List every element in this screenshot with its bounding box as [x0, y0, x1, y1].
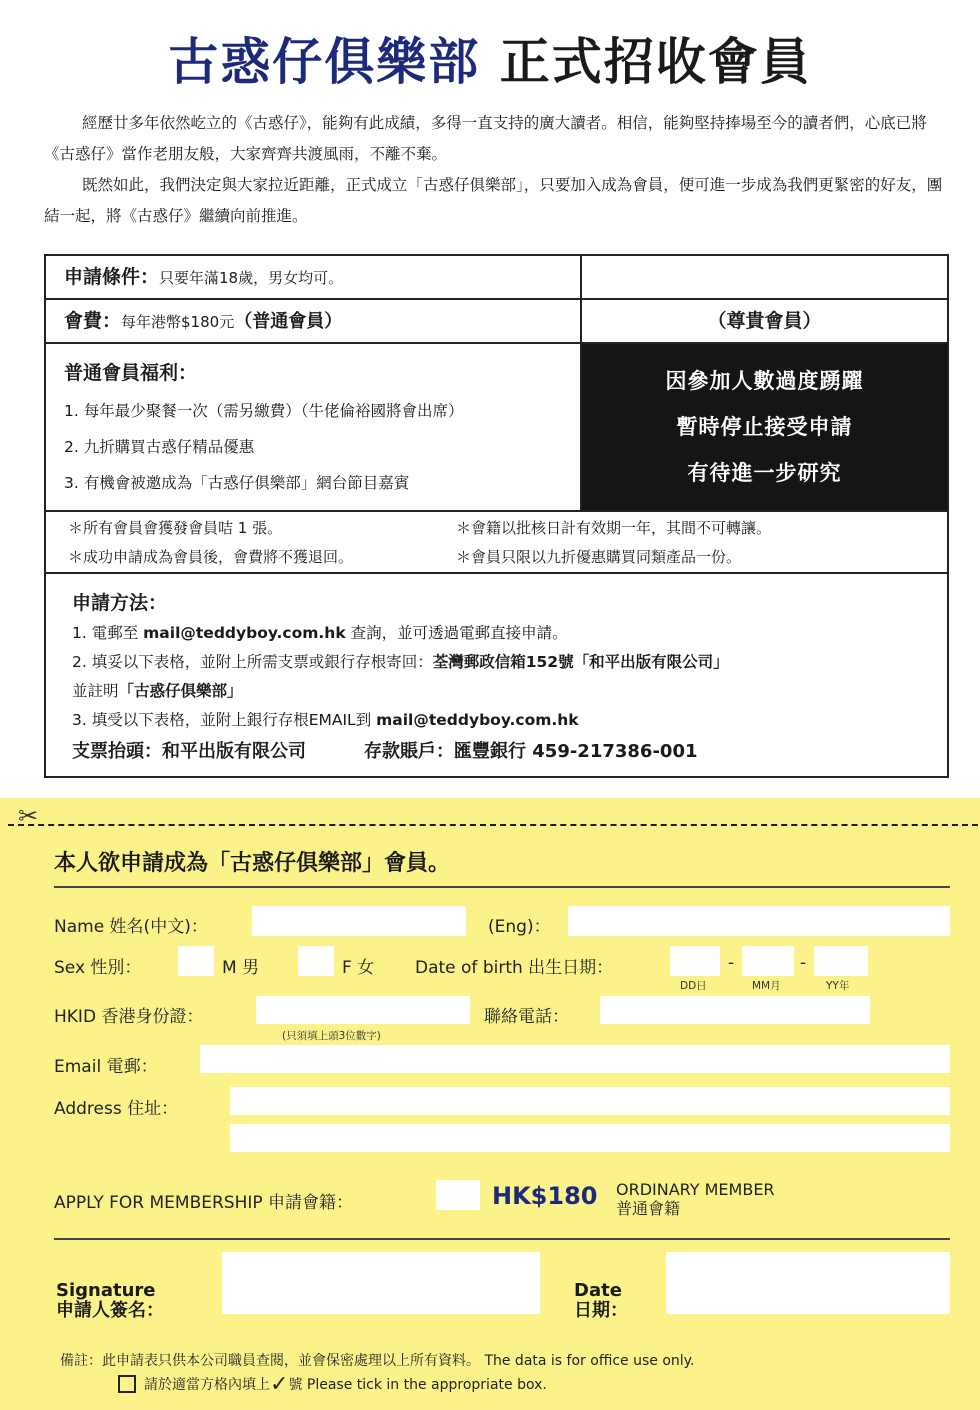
conditions-row: [44, 254, 949, 300]
date-label-zh: 日期：: [574, 1300, 628, 1321]
divider: [54, 886, 950, 888]
dob-separator: -: [728, 953, 735, 973]
notes-row: [44, 510, 949, 574]
name-eng-field[interactable]: [568, 906, 950, 936]
note-item: ＊會籍以批核日計有效期一年，其間不可轉讓。: [456, 519, 772, 537]
apply-membership-label: APPLY FOR MEMBERSHIP 申請會籍：: [54, 1193, 354, 1213]
cheque-payee: 支票抬頭：和平出版有限公司: [72, 741, 306, 762]
signature-label-en: Signature: [56, 1280, 156, 1301]
fee-tier: （普通會員）: [234, 311, 343, 332]
note-item: ＊會員只限以九折優惠購買同類產品一份。: [456, 548, 742, 566]
form-heading: 本人欲申請成為「古惑仔俱樂部」會員。: [54, 851, 451, 876]
sex-male-label: M 男: [222, 958, 260, 978]
sex-female-label: F 女: [342, 958, 375, 978]
name-zh-field[interactable]: [252, 906, 466, 936]
note-item: ＊所有會員會獲發會員咭 1 張。: [68, 519, 283, 537]
dob-day-hint: DD日: [680, 980, 707, 992]
intro-paragraph-1: 經歷廿多年依然屹立的《古惑仔》，能夠有此成績，多得一直支持的廣大讀者。相信，能夠堅持捧場至今的讀者們，心底已將《古惑仔》當作老朋友般，大家齊齊共渡風雨，不離不棄。: [44, 114, 927, 163]
remark-tick-instruction: 請於適當方格內填上✓號 Please tick in the appropriate box.: [118, 1372, 547, 1397]
page-title: [0, 22, 980, 94]
signature-label-zh: 申請人簽名：: [56, 1300, 164, 1321]
address-field-line-1[interactable]: [230, 1087, 950, 1115]
title-recruit: 正式招收會員: [499, 33, 812, 91]
dob-separator: -: [800, 953, 807, 973]
scissors-icon: ✂: [18, 802, 39, 830]
title-club-name: 古惑仔俱樂部: [168, 33, 481, 91]
method-title: 申請方法：: [72, 592, 168, 614]
divider: [54, 1238, 950, 1240]
hkid-hint: (只須填上頭3位數字): [282, 1030, 381, 1042]
ordinary-member-zh: 普通會籍: [616, 1199, 681, 1218]
dob-month-field[interactable]: [742, 946, 794, 976]
sex-male-checkbox[interactable]: [178, 946, 214, 976]
date-label-en: Date: [574, 1280, 622, 1301]
phone-field[interactable]: [600, 996, 870, 1024]
sex-label: Sex 性別：: [54, 958, 142, 978]
conditions-empty-cell: [582, 256, 947, 298]
method-step-1: 1. 電郵至 mail@teddyboy.com.hk 查詢，並可透過電郵直接申請。: [72, 624, 568, 642]
application-method: [44, 572, 949, 778]
cut-line: [8, 824, 978, 826]
benefits-title: 普通會員福利：: [64, 362, 198, 384]
premium-suspended-notice: 因參加人數過度踴躍 暫時停止接受申請 有待進一步研究: [582, 344, 947, 510]
dob-day-field[interactable]: [670, 946, 720, 976]
address-label: Address 住址：: [54, 1099, 179, 1119]
fee-label: 會費：: [64, 310, 122, 332]
method-step-2: 2. 填妥以下表格，並附上所需支票或銀行存根寄回：荃灣郵政信箱152號「和平出版有限公司」: [72, 653, 729, 671]
phone-label: 聯絡電話：: [484, 1007, 569, 1027]
sex-female-checkbox[interactable]: [298, 946, 334, 976]
fee-value: 每年港幣$180元: [121, 313, 235, 331]
fee-row: [44, 298, 949, 344]
checkmark-icon: ✓: [270, 1372, 289, 1397]
checkbox-icon: [118, 1375, 136, 1393]
conditions-label: 申請條件：: [64, 266, 160, 288]
address-field-line-2[interactable]: [230, 1124, 950, 1152]
method-step-3: 3. 填受以下表格，並附上銀行存根EMAIL到 mail@teddyboy.com.hk: [72, 711, 579, 729]
hkid-field[interactable]: [256, 996, 470, 1024]
method-step-2-cont: 並註明「古惑仔俱樂部」: [72, 682, 243, 700]
signature-field[interactable]: [222, 1252, 540, 1314]
benefits-row: [44, 342, 949, 512]
email-field[interactable]: [200, 1045, 950, 1073]
premium-tier-label: （尊貴會員）: [707, 310, 822, 332]
ordinary-member-en: ORDINARY MEMBER: [616, 1180, 775, 1199]
remark-privacy: 備註：此申請表只供本公司職員查閱，並會保密處理以上所有資料。 The data is for office use only.: [60, 1353, 695, 1369]
benefit-item: 3. 有機會被邀成為「古惑仔俱樂部」網台節目嘉賓: [64, 474, 410, 492]
email-link[interactable]: mail@teddyboy.com.hk: [143, 624, 346, 642]
dob-label: Date of birth 出生日期：: [415, 958, 614, 978]
hkid-label: HKID 香港身份證：: [54, 1007, 204, 1027]
intro-paragraph-2: 既然如此，我們決定與大家拉近距離，正式成立「古惑仔俱樂部」，只要加入成為會員，便可進一步成為我們更緊密的好友，團結一起，將《古惑仔》繼續向前推進。: [44, 176, 943, 225]
bank-account: 存款賬戶：匯豐銀行 459-217386-001: [364, 741, 698, 762]
name-zh-label: Name 姓名(中文)：: [54, 917, 208, 937]
dob-year-field[interactable]: [814, 946, 868, 976]
conditions-value: 只要年滿18歲，男女均可。: [159, 269, 344, 287]
date-field[interactable]: [666, 1252, 950, 1314]
name-eng-label: (Eng)：: [488, 917, 551, 937]
payment-info: [72, 737, 947, 763]
dob-month-hint: MM月: [752, 980, 781, 992]
email-link[interactable]: mail@teddyboy.com.hk: [376, 711, 579, 729]
membership-price: HK$180: [492, 1182, 598, 1210]
email-label: Email 電郵：: [54, 1057, 158, 1077]
benefit-item: 1. 每年最少聚餐一次（需另繳費）（牛佬倫裕國將會出席）: [64, 402, 464, 420]
benefit-item: 2. 九折購買古惑仔精品優惠: [64, 438, 255, 456]
dob-year-hint: YY年: [826, 980, 850, 992]
membership-checkbox[interactable]: [436, 1180, 480, 1210]
note-item: ＊成功申請成為會員後，會費將不獲退回。: [68, 548, 354, 566]
